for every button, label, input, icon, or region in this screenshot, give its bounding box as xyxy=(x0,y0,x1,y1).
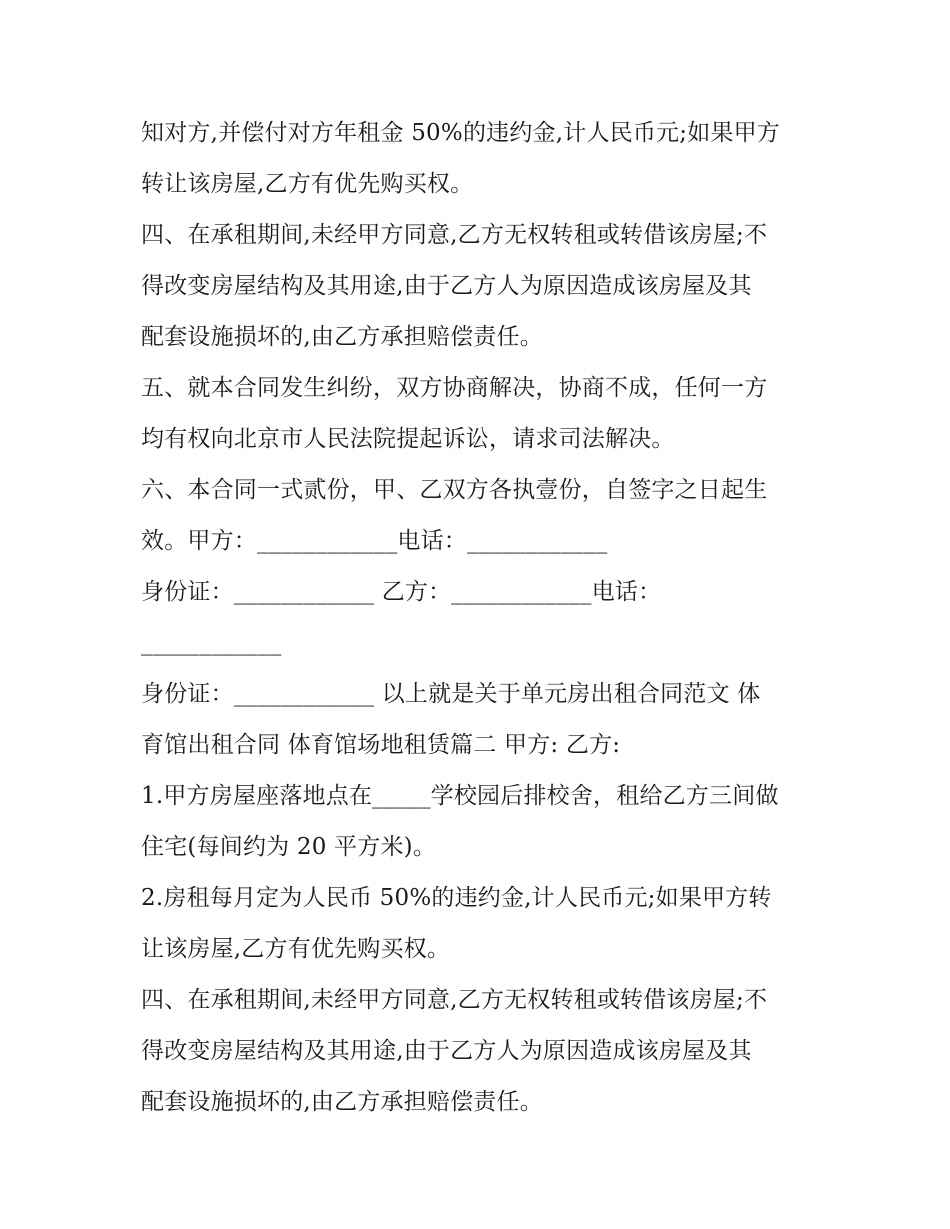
text-line: 四、在承租期间,未经甲方同意,乙方无权转租或转借该房屋;不 xyxy=(141,987,768,1013)
text-line: 配套设施损坏的,由乙方承担赔偿责任。 xyxy=(141,1089,543,1115)
text-line: 知对方,并偿付对方年租金 50%的违约金,计人民币元;如果甲方 xyxy=(141,120,781,146)
text-line: 均有权向北京市人民法院提起诉讼，请求司法解决。 xyxy=(141,426,675,452)
text-line: 转让该房屋,乙方有优先购买权。 xyxy=(141,171,474,197)
text-line: 配套设施损坏的,由乙方承担赔偿责任。 xyxy=(141,324,543,350)
text-line: 身份证：____________ 乙方：____________电话： xyxy=(141,579,662,605)
text-line: 住宅(每间约为 20 平方米)。 xyxy=(141,834,437,860)
text-line: 得改变房屋结构及其用途,由于乙方人为原因造成该房屋及其 xyxy=(141,273,752,299)
text-line: 1.甲方房屋座落地点在_____学校园后排校舍，租给乙方三间做 xyxy=(141,783,779,809)
text-line: 育馆出租合同 体育馆场地租赁篇二 甲方: 乙方: xyxy=(141,732,621,758)
text-line: 四、在承租期间,未经甲方同意,乙方无权转租或转借该房屋;不 xyxy=(141,222,768,248)
text-line: 效。甲方：____________电话：____________ xyxy=(141,528,608,554)
text-line: 六、本合同一式贰份，甲、乙双方各执壹份，自签字之日起生 xyxy=(141,477,768,503)
text-line: 身份证：____________ 以上就是关于单元房出租合同范文 体 xyxy=(141,681,761,707)
text-line: 得改变房屋结构及其用途,由于乙方人为原因造成该房屋及其 xyxy=(141,1038,752,1064)
text-line: 2.房租每月定为人民币 50%的违约金,计人民币元;如果甲方转 xyxy=(141,885,772,911)
text-line: ____________ xyxy=(141,630,282,656)
text-line: 让该房屋,乙方有优先购买权。 xyxy=(141,936,451,962)
text-line: 五、就本合同发生纠纷，双方协商解决，协商不成，任何一方 xyxy=(141,375,768,401)
document-body xyxy=(141,108,821,1128)
